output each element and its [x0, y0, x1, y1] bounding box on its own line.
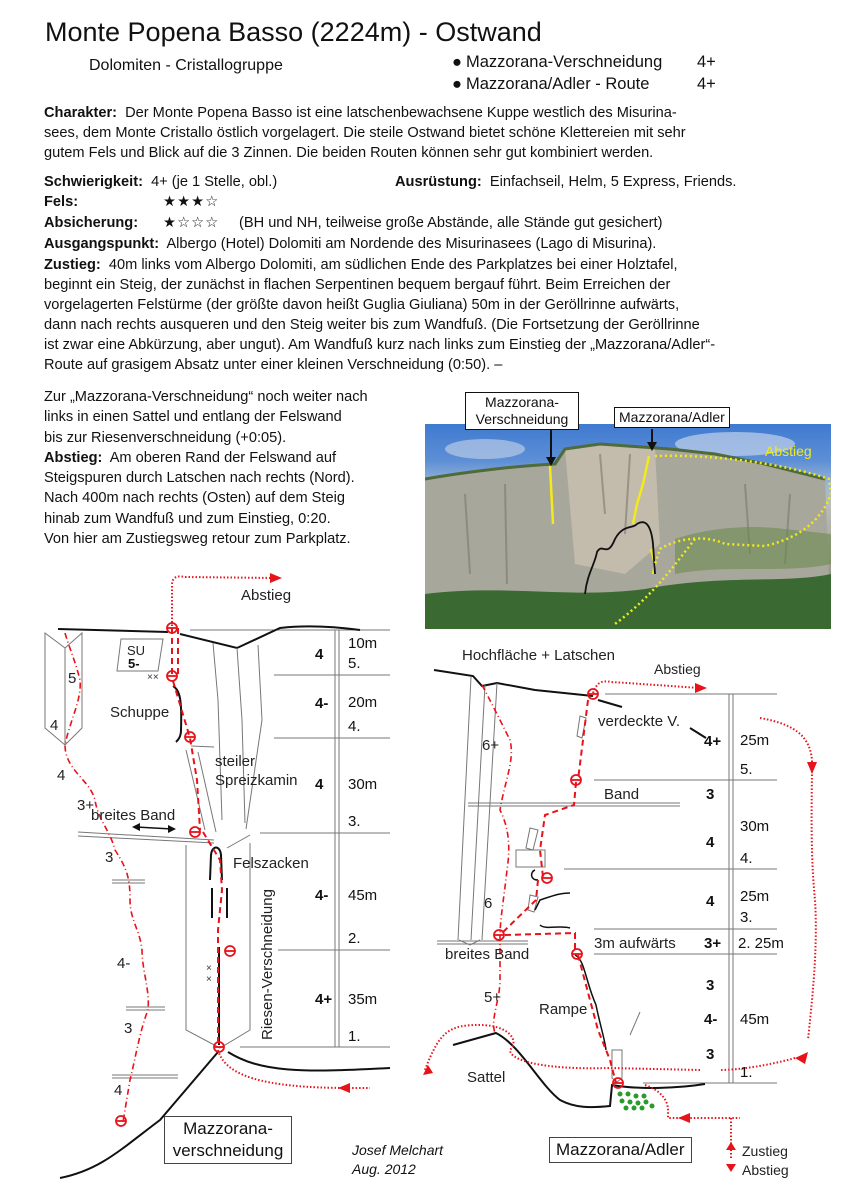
fels-label: Fels:	[44, 194, 79, 210]
wall-photo	[425, 424, 831, 629]
zustieg-text: 40m links vom Albergo Dolomiti, am südlichen Ende des Parkplatzes bei einer Holztafel,	[108, 257, 678, 273]
pitch-grade: 3+	[704, 935, 722, 952]
zustieg-text: dann nach rechts ausqueren und den Steig weiter bis zum Wandfuß. (Die Fortsetzung der Geröllrinne	[44, 317, 700, 333]
breites-band-label: breites Band	[445, 946, 530, 963]
pitch-length: 25m	[740, 888, 770, 905]
pitch-grade: 4+	[704, 733, 722, 750]
ausruestung-value: Einfachseil, Helm, 5 Express, Friends.	[489, 174, 737, 190]
charakter-text: Der Monte Popena Basso ist eine latschenbewachsene Kuppe westlich des Misurina-	[125, 105, 677, 121]
pitch-grade: 4	[706, 893, 715, 910]
wall-photo-illustration	[425, 424, 831, 629]
pitch-length: 45m	[740, 1011, 770, 1028]
verdeckte-label: verdeckte V.	[598, 713, 680, 730]
route-list-item	[452, 74, 732, 94]
photo-label-verschneidung	[465, 392, 579, 430]
abstieg-topo-label: Abstieg	[241, 587, 292, 604]
route-name: Mazzorana-Verschneidung	[466, 53, 663, 71]
author-name: Josef Melchart	[352, 1142, 444, 1158]
absicherung-row	[44, 213, 834, 233]
ausgangspunkt-label: Ausgangspunkt:	[44, 236, 160, 252]
abstieg-text: Nach 400m nach rechts (Osten) auf dem Steig	[44, 490, 345, 507]
label-line: verschneidung	[172, 1141, 284, 1160]
pitch-number: 5.	[740, 761, 753, 778]
pitch-number: 4.	[348, 718, 361, 735]
pitch-number: 5.	[348, 655, 361, 672]
variant-grade: 4	[57, 767, 66, 784]
zustieg-section	[44, 255, 834, 375]
bullet-icon: ●	[452, 53, 462, 71]
zustieg-label: Zustieg:	[44, 257, 101, 273]
fels-row	[44, 192, 834, 212]
steiler-label: steiler	[215, 753, 256, 770]
zustieg-text: links in einen Sattel und entlang der Felswand	[44, 409, 342, 426]
pitch-grade: 3	[706, 786, 715, 803]
svg-text:×: ×	[206, 974, 212, 985]
pitch-grade: 4+	[315, 991, 333, 1008]
topo-name-verschneidung	[164, 1116, 292, 1164]
ausruestung-label: Ausrüstung:	[395, 174, 482, 190]
sattel-label: Sattel	[467, 1069, 506, 1086]
pitch-grade: 3	[706, 1046, 715, 1063]
pitch-grade: 4-	[315, 695, 329, 712]
svg-text:××: ××	[147, 672, 159, 683]
pitch-number: 2.	[348, 930, 361, 947]
variant-grade: 6	[484, 895, 493, 912]
author-credit	[352, 1141, 443, 1179]
charakter-text: gutem Fels und Blick auf die 3 Zinnen. Die beiden Routen können sehr gut kombiniert werden.	[44, 145, 654, 161]
svg-text:×: ×	[206, 963, 212, 974]
charakter-text: sees, dem Monte Cristallo östlich vorgelagert. Die steile Ostwand bietet schöne Klettereien mit sehr	[44, 125, 686, 141]
pitch-number: 1.	[348, 1028, 361, 1045]
zustieg-continued	[44, 387, 424, 549]
absicherung-label: Absicherung:	[44, 215, 139, 231]
route-list-item	[452, 52, 732, 72]
ausgangspunkt-row	[44, 234, 834, 254]
label-line: Mazzorana-	[485, 394, 559, 410]
variant-grade: 6+	[482, 737, 500, 754]
variant-grade: 5+	[484, 989, 502, 1006]
abstieg-text: Von hier am Zustiegsweg retour zum Parkplatz.	[44, 531, 351, 548]
variant-grade: 4	[50, 717, 59, 734]
route-grade: 4+	[697, 53, 716, 71]
page-subtitle: Dolomiten - Cristallogruppe	[89, 57, 283, 74]
pitch-number: 3.	[348, 813, 361, 830]
zustieg-text: bis zur Riesenverschneidung (+0:05).	[44, 429, 287, 446]
abstieg-label: Abstieg:	[44, 449, 103, 466]
pitch-length: 2. 25m	[738, 935, 784, 952]
schuppe-label: Schuppe	[110, 704, 170, 721]
riesen-verschneidung-label: Riesen-Verschneidung	[259, 889, 276, 1040]
label-line: Verschneidung	[475, 411, 569, 427]
pitch-number: 4.	[740, 850, 753, 867]
breites-band-label: breites Band	[91, 807, 176, 824]
variant-grade: 4	[114, 1082, 123, 1099]
legend-zustieg: Zustieg	[742, 1143, 788, 1159]
legend-abstieg: Abstieg	[742, 1162, 789, 1178]
absicherung-value: (BH und NH, teilweise große Abstände, alle Stände gut gesichert)	[239, 215, 663, 231]
photo-label-adler: Mazzorana/Adler	[614, 407, 730, 428]
pitch-length: 25m	[740, 732, 770, 749]
pitch-length: 30m	[348, 776, 378, 793]
variant-grade: 3	[124, 1020, 133, 1037]
fels-rating-stars: ★★★☆	[163, 194, 220, 210]
abstieg-text: hinab zum Wandfuß und zum Einstieg, 0:20.	[44, 510, 331, 527]
label-line: Mazzorana-	[183, 1119, 273, 1138]
pitch-grade: 4-	[704, 1011, 718, 1028]
absicherung-rating-stars: ★☆☆☆	[163, 215, 220, 231]
variant-grade: 5	[68, 670, 77, 687]
variant-grade: 4-	[117, 955, 131, 972]
pitch-grade: 4-	[315, 887, 329, 904]
topo-mazzorana-verschneidung	[0, 560, 420, 1200]
variant-grade: 3+	[77, 797, 95, 814]
abstieg-photo-label: Abstieg	[765, 443, 812, 459]
zustieg-text: Zur „Mazzorana-Verschneidung“ noch weiter nach	[44, 389, 368, 405]
rampe-label: Rampe	[539, 1001, 588, 1018]
ausruestung-row	[395, 172, 835, 192]
pitch-number: 1.	[740, 1064, 753, 1081]
su-label: SU	[127, 643, 146, 658]
schwierigkeit-value: 4+ (je 1 Stelle, obl.)	[151, 174, 278, 190]
band-label: Band	[604, 786, 640, 803]
pitch-length: 35m	[348, 991, 378, 1008]
pitch-length: 10m	[348, 635, 378, 652]
credit-date: Aug. 2012	[352, 1161, 416, 1177]
schwierigkeit-label: Schwierigkeit:	[44, 174, 143, 190]
zustieg-text: beginnt ein Steig, der zunächst in flachen Serpentinen bequem bergauf führt. Beim Erreichen der	[44, 277, 671, 293]
topo-mazzorana-adler	[420, 640, 847, 1200]
abstieg-text: Steigspuren durch Latschen nach rechts (Nord).	[44, 470, 355, 487]
pitch-length: 45m	[348, 887, 378, 904]
pitch-grade: 3	[706, 977, 715, 994]
zustieg-text: ist zwar eine Abkürzung, aber ungut). Am Wandfuß kurz nach links zum Einstieg der „Mazzorana/Adler“-	[44, 337, 716, 353]
ausgangspunkt-value: Albergo (Hotel) Dolomiti am Nordende des Misurinasees (Lago di Misurina).	[166, 236, 657, 252]
aufwaerts-label: 3m aufwärts	[594, 935, 676, 952]
bullet-icon: ●	[452, 75, 462, 93]
route-grade: 4+	[697, 75, 716, 93]
su-grade: 5-	[128, 656, 140, 671]
page-title: Monte Popena Basso (2224m) - Ostwand	[45, 17, 542, 47]
pitch-grade: 4	[315, 646, 324, 663]
zustieg-text: vorgelagerten Felstürme (der größte davon heißt Guglia Giuliana) 50m in der Geröllrinne aufwärts,	[44, 297, 680, 313]
route-name: Mazzorana/Adler - Route	[466, 75, 650, 93]
variant-grade: 3	[105, 849, 114, 866]
pitch-grade: 4	[706, 834, 715, 851]
abstieg-text: Am oberen Rand der Felswand auf	[109, 449, 337, 466]
charakter-label: Charakter:	[44, 105, 117, 121]
pitch-length: 20m	[348, 694, 378, 711]
felszacken-label: Felszacken	[233, 855, 309, 872]
charakter-section	[44, 103, 834, 163]
pitch-grade: 4	[315, 776, 324, 793]
abstieg-topo-label: Abstieg	[654, 661, 701, 677]
pitch-length: 30m	[740, 818, 770, 835]
hochflaeche-label: Hochfläche + Latschen	[462, 647, 616, 664]
zustieg-text: Route auf grasigem Absatz unter einer kleinen Verschneidung (0:50). –	[44, 357, 503, 373]
pitch-number: 3.	[740, 909, 753, 926]
spreizkamin-label: Spreizkamin	[215, 772, 298, 789]
topo-name-adler: Mazzorana/Adler	[549, 1137, 692, 1163]
